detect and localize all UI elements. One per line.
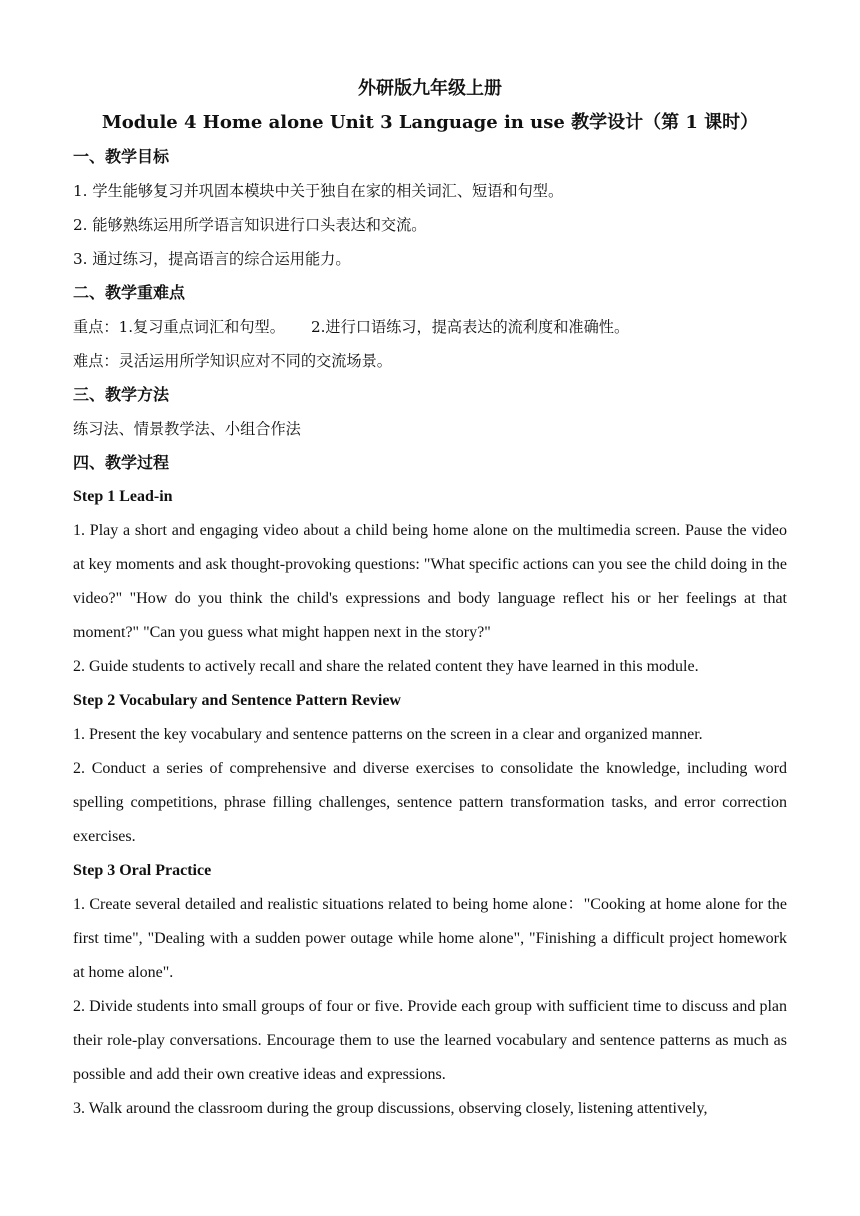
section-heading-methods: 三、教学方法 xyxy=(73,385,170,404)
step-paragraph: 2. Conduct a series of comprehensive and diverse exercises to consolidate the knowledge, including word spelling competitions, phrase filling challenges, sentence pattern transformation tasks, and error correction exercises. xyxy=(73,760,787,845)
section-heading-process: 四、教学过程 xyxy=(73,453,170,472)
section-heading-objectives: 一、教学目标 xyxy=(73,147,170,166)
key-points-line xyxy=(73,310,787,344)
step-paragraph: 2. Guide students to actively recall and share the related content they have learned in this module. xyxy=(73,658,699,675)
methods-text: 练习法、情景教学法、小组合作法 xyxy=(73,420,301,438)
section-heading-key-points: 二、教学重难点 xyxy=(73,283,186,302)
objective-item: 3. 通过练习，提高语言的综合运用能力。 xyxy=(73,250,351,268)
step-paragraph: 1. Play a short and engaging video about a child being home alone on the multimedia screen. Pause the video at key moments and ask thought-provoking questions: "What specific actions can you see the child doing in the video?" "How do you think the child's expressions and body language reflect his or her feelings at that moment?" "Can you guess what might happen next in the story?" xyxy=(73,522,787,641)
document-subtitle: Module 4 Home alone Unit 3 Language in use 教学设计（第 1 课时） xyxy=(101,112,759,133)
key-point-b: 2.进行口语练习，提高表达的流利度和准确性。 xyxy=(310,318,630,336)
step-paragraph: 1. Create several detailed and realistic situations related to being home alone："Cooking at home alone for the first time", "Dealing with a sudden power outage while home alone", "Finishing a difficult project homework at home alone". xyxy=(73,896,787,981)
key-point-a: 重点：1.复习重点词汇和句型。 xyxy=(73,318,285,336)
difficulty-line: 难点：灵活运用所学知识应对不同的交流场景。 xyxy=(73,352,392,370)
document-title: 外研版九年级上册 xyxy=(358,78,502,99)
step-title-oral-practice: Step 3 Oral Practice xyxy=(73,862,212,879)
objective-item: 2. 能够熟练运用所学语言知识进行口头表达和交流。 xyxy=(73,216,427,234)
step-title-lead-in: Step 1 Lead-in xyxy=(73,488,173,505)
step-paragraph: 3. Walk around the classroom during the group discussions, observing closely, listening attentively, xyxy=(73,1100,708,1117)
step-paragraph: 1. Present the key vocabulary and sentence patterns on the screen in a clear and organized manner. xyxy=(73,726,703,743)
step-paragraph: 2. Divide students into small groups of four or five. Provide each group with sufficient time to discuss and plan their role-play conversations. Encourage them to use the learned vocabulary and sentence patterns as much as possible and add their own creative ideas and expressions. xyxy=(73,998,787,1083)
objective-item: 1. 学生能够复习并巩固本模块中关于独自在家的相关词汇、短语和句型。 xyxy=(73,182,564,200)
step-title-vocabulary-review: Step 2 Vocabulary and Sentence Pattern Review xyxy=(73,692,401,709)
